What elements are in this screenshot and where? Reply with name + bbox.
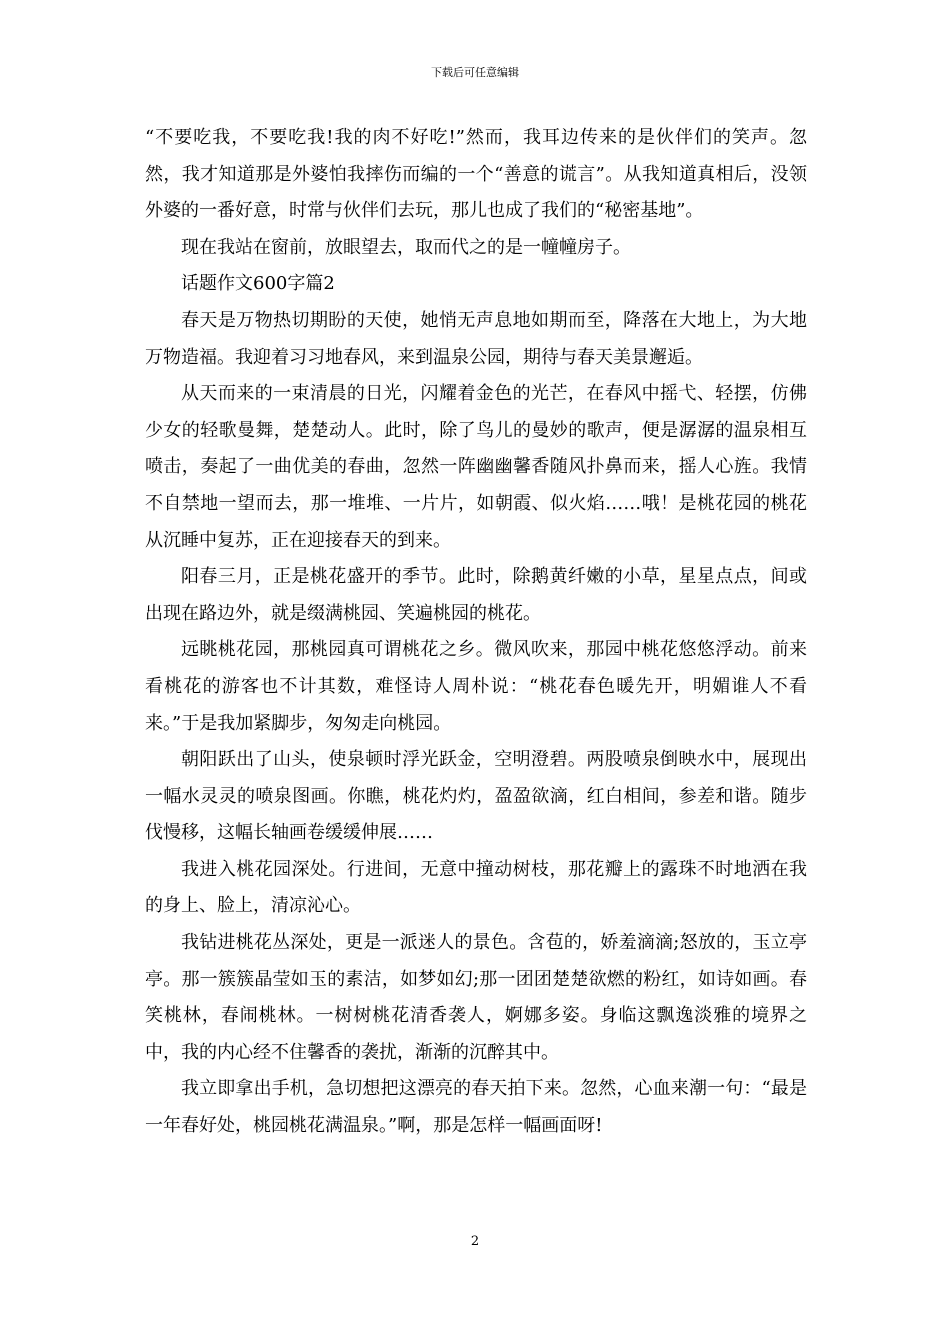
paragraph: 春天是万物热切期盼的天使，她悄无声息地如期而至，降落在大地上，为大地万物造福。我迎着习习地春风，来到温泉公园，期待与春天美景邂逅。 bbox=[145, 309, 807, 368]
page-number: 2 bbox=[470, 1234, 480, 1249]
paragraph: 话题作文600字篇2 bbox=[181, 273, 335, 295]
paragraph: 朝阳跃出了山头，使泉顿时浮光跃金，空明澄碧。两股喷泉倒映水中，展现出一幅水灵灵的喷泉图画。你瞧，桃花灼灼，盈盈欲滴，红白相间，参差和谐。随步伐慢移，这幅长轴画卷缓缓伸展…… bbox=[145, 749, 807, 844]
paragraph: 阳春三月，正是桃花盛开的季节。此时，除鹅黄纤嫩的小草，星星点点，间或出现在路边外，就是缀满桃园、笑遍桃园的桃花。 bbox=[145, 566, 807, 624]
page-header: 下载后可任意编辑 bbox=[431, 66, 519, 79]
paragraph: 我立即拿出手机，急切想把这漂亮的春天拍下来。忽然，心血来潮一句：“最是一年春好处，桃园桃花满温泉。”啊，那是怎样一幅画面呀! bbox=[145, 1078, 807, 1137]
paragraph: 从天而来的一束清晨的日光，闪耀着金色的光芒，在春风中摇弋、轻摆，仿佛少女的轻歌曼舞，楚楚动人。此时，除了鸟儿的曼妙的歌声，便是潺潺的温泉相互喷击，奏起了一曲优美的春曲，忽然一阵幽幽馨香随风扑鼻而来，摇人心旌。我情不自禁地一望而去，那一堆堆、一片片，如朝霞、似火焰……哦！是桃花园的桃花从沉睡中复苏，正在迎接春天的到来。 bbox=[145, 383, 807, 551]
paragraph: “不要吃我，不要吃我!我的肉不好吃!”然而，我耳边传来的是伙伴们的笑声。忽然，我才知道那是外婆怕我摔伤而编的一个“善意的谎言”。从我知道真相后，没领外婆的一番好意，时常与伙伴们去玩，那儿也成了我们的“秘密基地”。 bbox=[145, 127, 807, 222]
paragraph: 远眺桃花园，那桃园真可谓桃花之乡。微风吹来，那园中桃花悠悠浮动。前来看桃花的游客也不计其数，难怪诗人周朴说：“桃花春色暖先开，明媚谁人不看来。”于是我加紧脚步，匆匆走向桃园。 bbox=[145, 639, 807, 734]
paragraph: 我钻进桃花丛深处，更是一派迷人的景色。含苞的，娇羞滴滴;怒放的，玉立亭亭。那一簇簇晶莹如玉的素洁，如梦如幻;那一团团楚楚欲燃的粉红，如诗如画。春笑桃林，春闹桃林。一树树桃花清香袭人，婀娜多姿。身临这飘逸淡雅的境界之中，我的内心经不住馨香的袭扰，渐渐的沉醉其中。 bbox=[145, 932, 807, 1063]
paragraph: 我进入桃花园深处。行进间，无意中撞动树枝，那花瓣上的露珠不时地洒在我的身上、脸上，清凉沁心。 bbox=[145, 858, 807, 917]
document-body bbox=[145, 120, 807, 1145]
paragraph: 现在我站在窗前，放眼望去，取而代之的是一幢幢房子。 bbox=[181, 236, 631, 258]
